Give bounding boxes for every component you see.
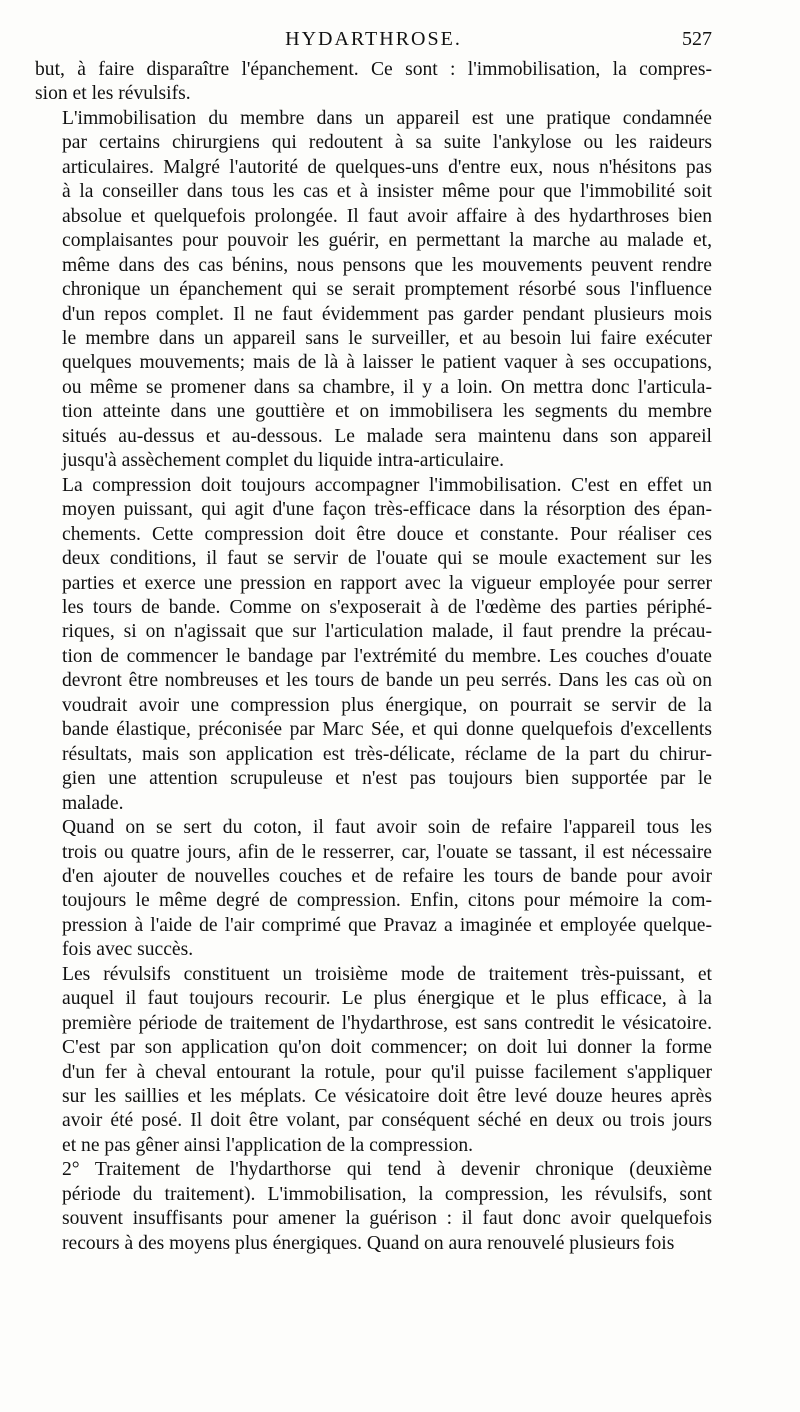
- page-number: 527: [682, 28, 712, 50]
- text-line: La compression doit toujours accompagner l'immobilisation. C'est en effet un: [62, 474, 712, 496]
- text-line: moyen puissant, qui agit d'une façon très-efficace dans la résorption des épan-: [62, 499, 712, 521]
- text-line: trois ou quatre jours, afin de le resserrer, car, l'ouate se tassant, il est nécessaire: [62, 841, 712, 863]
- page-header: [35, 28, 712, 54]
- text-line: sion et les révulsifs.: [35, 83, 191, 105]
- text-line: tion atteinte dans une gouttière et on immobilisera les segments du membre: [62, 401, 712, 423]
- text-line: d'un repos complet. Il ne faut évidemment pas garder pendant plusieurs mois: [62, 303, 712, 325]
- text-line: d'en ajouter de nouvelles couches et de refaire les tours de bande pour avoir: [62, 865, 712, 887]
- text-line: L'immobilisation du membre dans un appareil est une pratique condamnée: [62, 107, 712, 129]
- text-line: chements. Cette compression doit être douce et constante. Pour réaliser ces: [62, 523, 712, 545]
- paragraph: [35, 1158, 712, 1256]
- body-text: [35, 58, 712, 1256]
- text-line: 2° Traitement de l'hydarthorse qui tend à devenir chronique (deuxième: [62, 1159, 712, 1181]
- text-line: voudrait avoir une compression plus énergique, on pourrait se servir de la: [62, 694, 712, 716]
- text-line: pression à l'aide de l'air comprimé que Pravaz a imaginée et employée quelque-: [62, 914, 712, 936]
- paragraph: [35, 107, 712, 474]
- text-line: auquel il faut toujours recourir. Le plus énergique et le plus efficace, à la: [62, 988, 712, 1010]
- text-line: riques, si on n'agissait que sur l'articulation malade, il faut prendre la précau-: [62, 621, 712, 643]
- text-line: souvent insuffisants pour amener la guérison : il faut donc avoir quelquefois: [62, 1208, 712, 1230]
- paragraph: [35, 58, 712, 107]
- text-line: d'un fer à cheval entourant la rotule, pour qu'il puisse facilement s'appliquer: [62, 1061, 712, 1083]
- text-line: complaisantes pour pouvoir les guérir, en permettant la marche au malade et,: [62, 230, 712, 252]
- text-line: quelques mouvements; mais de là à laisser le patient vaquer à ses occupations,: [62, 352, 712, 374]
- text-line: but, à faire disparaître l'épanchement. Ce sont : l'immobilisation, la compres-: [35, 59, 712, 80]
- text-line: le membre dans un appareil sans le surveiller, et au besoin lui faire exécuter: [62, 327, 712, 349]
- text-line: avoir été posé. Il doit être volant, par conséquent séché en deux ou trois jours: [62, 1110, 712, 1132]
- paragraph: [35, 816, 712, 963]
- text-line: période du traitement). L'immobilisation, la compression, les révulsifs, sont: [62, 1183, 712, 1205]
- text-line: jusqu'à assèchement complet du liquide intra-articulaire.: [62, 450, 505, 472]
- text-line: parties et exerce une pression en rapport avec la vigueur employée pour serrer: [62, 572, 712, 594]
- text-line: par certains chirurgiens qui redoutent à sa suite l'ankylose ou les raideurs: [62, 132, 712, 154]
- text-line: situés au-dessus et au-dessous. Le malade sera maintenu dans son appareil: [62, 425, 712, 447]
- text-line: ou même se promener dans sa chambre, il y a loin. On mettra donc l'articula-: [62, 376, 712, 398]
- text-line: même dans des cas bénins, nous pensons que les mouvements peuvent rendre: [62, 254, 712, 276]
- text-line: devront être nombreuses et les tours de bande un peu serrés. Dans les cas où on: [62, 670, 712, 692]
- paragraph: [35, 474, 712, 816]
- text-line: toujours le même degré de compression. Enfin, citons pour mémoire la com-: [62, 890, 712, 912]
- paragraph: [35, 963, 712, 1159]
- text-line: les tours de bande. Comme on s'exposerait à de l'œdème des parties périphé-: [62, 596, 712, 618]
- text-line: malade.: [62, 792, 124, 814]
- text-line: gien une attention scrupuleuse et n'est pas toujours bien supportée par le: [62, 768, 712, 790]
- text-line: recours à des moyens plus énergiques. Quand on aura renouvelé plusieurs fois: [62, 1232, 675, 1254]
- text-line: deux conditions, il faut se servir de l'ouate qui se moule exactement sur les: [62, 548, 712, 570]
- text-line: et ne pas gêner ainsi l'application de la compression.: [62, 1134, 474, 1156]
- text-line: tion de commencer le bandage par l'extrémité du membre. Les couches d'ouate: [62, 645, 712, 667]
- text-line: Quand on se sert du coton, il faut avoir soin de refaire l'appareil tous les: [62, 817, 712, 839]
- text-line: Les révulsifs constituent un troisième mode de traitement très-puissant, et: [62, 963, 712, 985]
- text-line: absolue et quelquefois prolongée. Il faut avoir affaire à des hydarthroses bien: [62, 205, 712, 227]
- text-line: sur les saillies et les méplats. Ce vésicatoire doit être levé douze heures après: [62, 1086, 712, 1108]
- text-line: première période de traitement de l'hydarthrose, est sans contredit le vésicatoire.: [62, 1012, 712, 1034]
- text-line: à la conseiller dans tous les cas et à insister même pour que l'immobilité soit: [62, 181, 712, 203]
- text-line: bande élastique, préconisée par Marc Sée, et qui donne quelquefois d'excellents: [62, 719, 712, 741]
- running-title: HYDARTHROSE.: [285, 28, 462, 50]
- text-line: C'est par son application qu'on doit commencer; on doit lui donner la forme: [62, 1037, 712, 1059]
- text-line: résultats, mais son application est très-délicate, réclame de la part du chirur-: [62, 743, 712, 765]
- text-line: chronique un épanchement qui se serait promptement résorbé sous l'influence: [62, 279, 712, 301]
- text-line: fois avec succès.: [62, 939, 194, 961]
- text-line: articulaires. Malgré l'autorité de quelques-uns d'entre eux, nous n'hésitons pas: [62, 156, 712, 178]
